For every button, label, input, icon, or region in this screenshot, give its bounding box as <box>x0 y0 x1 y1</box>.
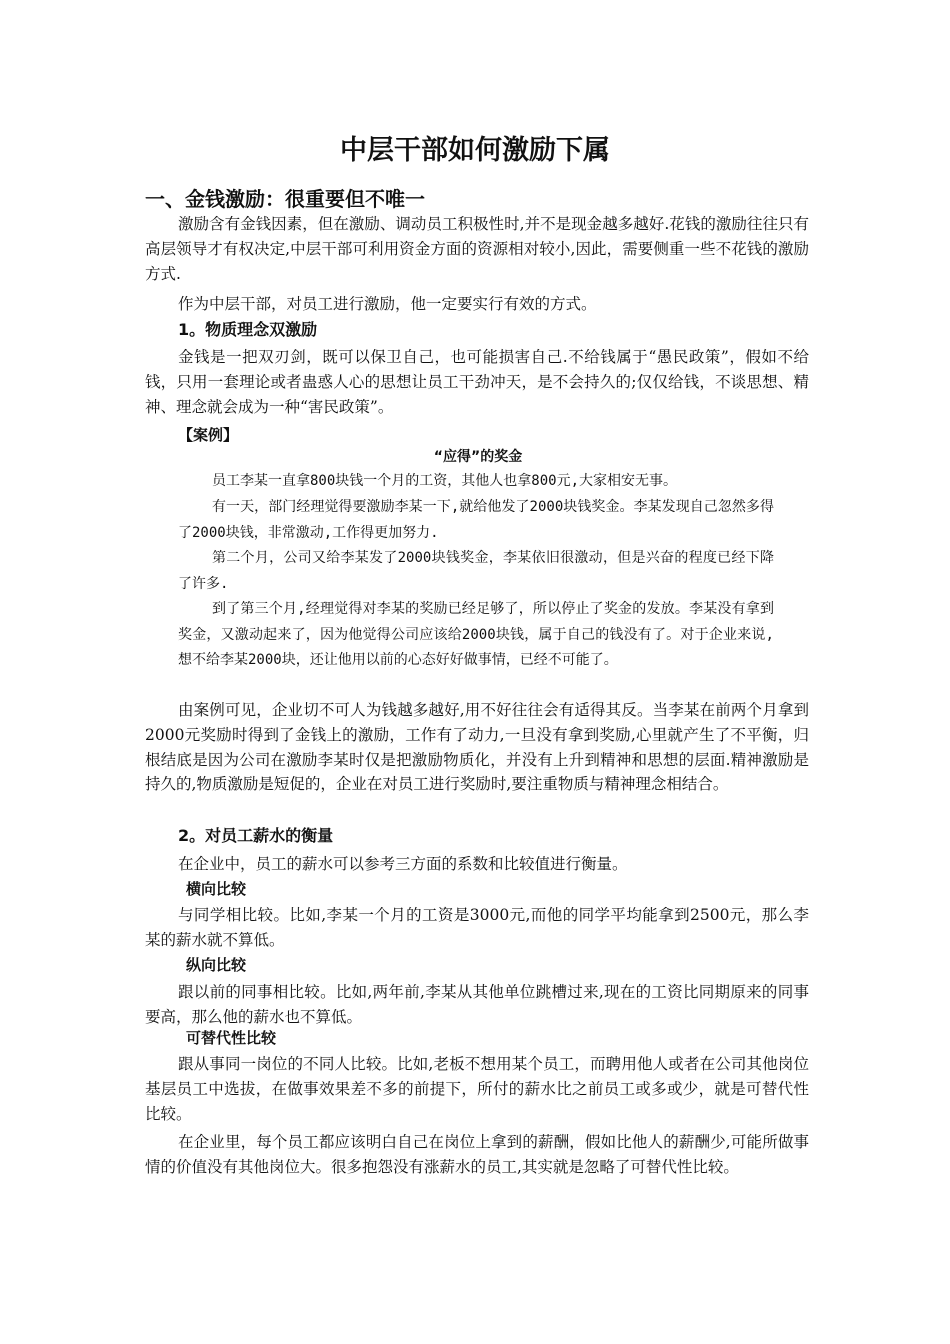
subheading-dual-incentive: 1。物质理念双激励 <box>178 320 318 339</box>
subheading-horizontal-comparison: 横向比较 <box>186 880 247 898</box>
paragraph-double-edged-sword: 金钱是一把双刃剑，既可以保卫自己，也可能损害自己.不给钱属于“愚民政策”，假如不给钱，只用一套理论或者蛊惑人心的思想让员工干劲冲天，是不会持久的;仅仅给钱，不谈思想、精神、理念就会成为一种“害民政策”。 <box>145 348 809 416</box>
case-label: 【案例】 <box>178 426 239 444</box>
paragraph-case-analysis: 由案例可见，企业切不可人为钱越多越好,用不好往往会有适得其反。当李某在前两个月拿到2000元奖励时得到了金钱上的激励，工作有了动力,一旦没有拿到奖励,心里就产生了不平衡，归根结底是因为公司在激励李某时仅是把激励物质化，并没有上升到精神和思想的层面.精神激励是持久的,物质激励是短促的，企业在对员工进行奖励时,要注重物质与精神理念相结合。 <box>145 701 809 794</box>
page-title: 中层干部如何激励下属 <box>340 135 610 166</box>
paragraph-substitutability-comparison: 跟从事同一岗位的不同人比较。比如,老板不想用某个员工，而聘用他人或者在公司其他岗位基层员工中选拔，在做事效果差不多的前提下，所付的薪水比之前员工或多或少，就是可替代性比较。 <box>145 1055 809 1123</box>
case-paragraph-4: 到了第三个月,经理觉得对李某的奖励已经足够了，所以停止了奖金的发放。李某没有拿到奖金，又激动起来了，因为他觉得公司应该给2000块钱，属于自己的钱没有了。对于企业来说,想不给李某2000块，还让他用以前的心态好好做事情，已经不可能了。 <box>178 601 774 669</box>
case-paragraph-2: 有一天，部门经理觉得要激励李某一下,就给他发了2000块钱奖金。李某发现自己忽然多得了2000块钱，非常激动,工作得更加努力. <box>178 499 774 541</box>
case-paragraph-3: 第二个月，公司又给李某发了2000块钱奖金，李某依旧很激动，但是兴奋的程度已经下降了许多. <box>178 550 774 592</box>
paragraph-vertical-comparison: 跟以前的同事相比较。比如,两年前,李某从其他单位跳槽过来,现在的工资比同期原来的同事要高，那么他的薪水也不算低。 <box>145 983 809 1026</box>
paragraph-intro: 激励含有金钱因素，但在激励、调动员工积极性时,并不是现金越多越好.花钱的激励往往只有高层领导才有权决定,中层干部可利用资金方面的资源相对较小,因此，需要侧重一些不花钱的激励方式. <box>145 215 809 283</box>
paragraph-conclusion: 在企业里，每个员工都应该明白自己在岗位上拿到的薪酬，假如比他人的薪酬少,可能所做事情的价值没有其他岗位大。很多抱怨没有涨薪水的员工,其实就是忽略了可替代性比较。 <box>145 1133 809 1176</box>
subheading-vertical-comparison: 纵向比较 <box>186 956 247 974</box>
subheading-salary-measure: 2。对员工薪水的衡量 <box>178 826 334 845</box>
subheading-substitutability-comparison: 可替代性比较 <box>186 1029 277 1047</box>
section-heading-money-incentive: 一、金钱激励：很重要但不唯一 <box>145 187 425 211</box>
paragraph-horizontal-comparison: 与同学相比较。比如,李某一个月的工资是3000元,而他的同学平均能拿到2500元，那么李某的薪水就不算低。 <box>145 906 809 949</box>
case-title: “应得”的奖金 <box>433 449 523 465</box>
paragraph-salary-intro: 在企业中，员工的薪水可以参考三方面的系数和比较值进行衡量。 <box>178 855 628 873</box>
case-paragraph-1: 员工李某一直拿800块钱一个月的工资，其他人也拿800元,大家相安无事。 <box>212 473 677 489</box>
paragraph-middle-manager: 作为中层干部，对员工进行激励，他一定要实行有效的方式。 <box>178 295 597 313</box>
